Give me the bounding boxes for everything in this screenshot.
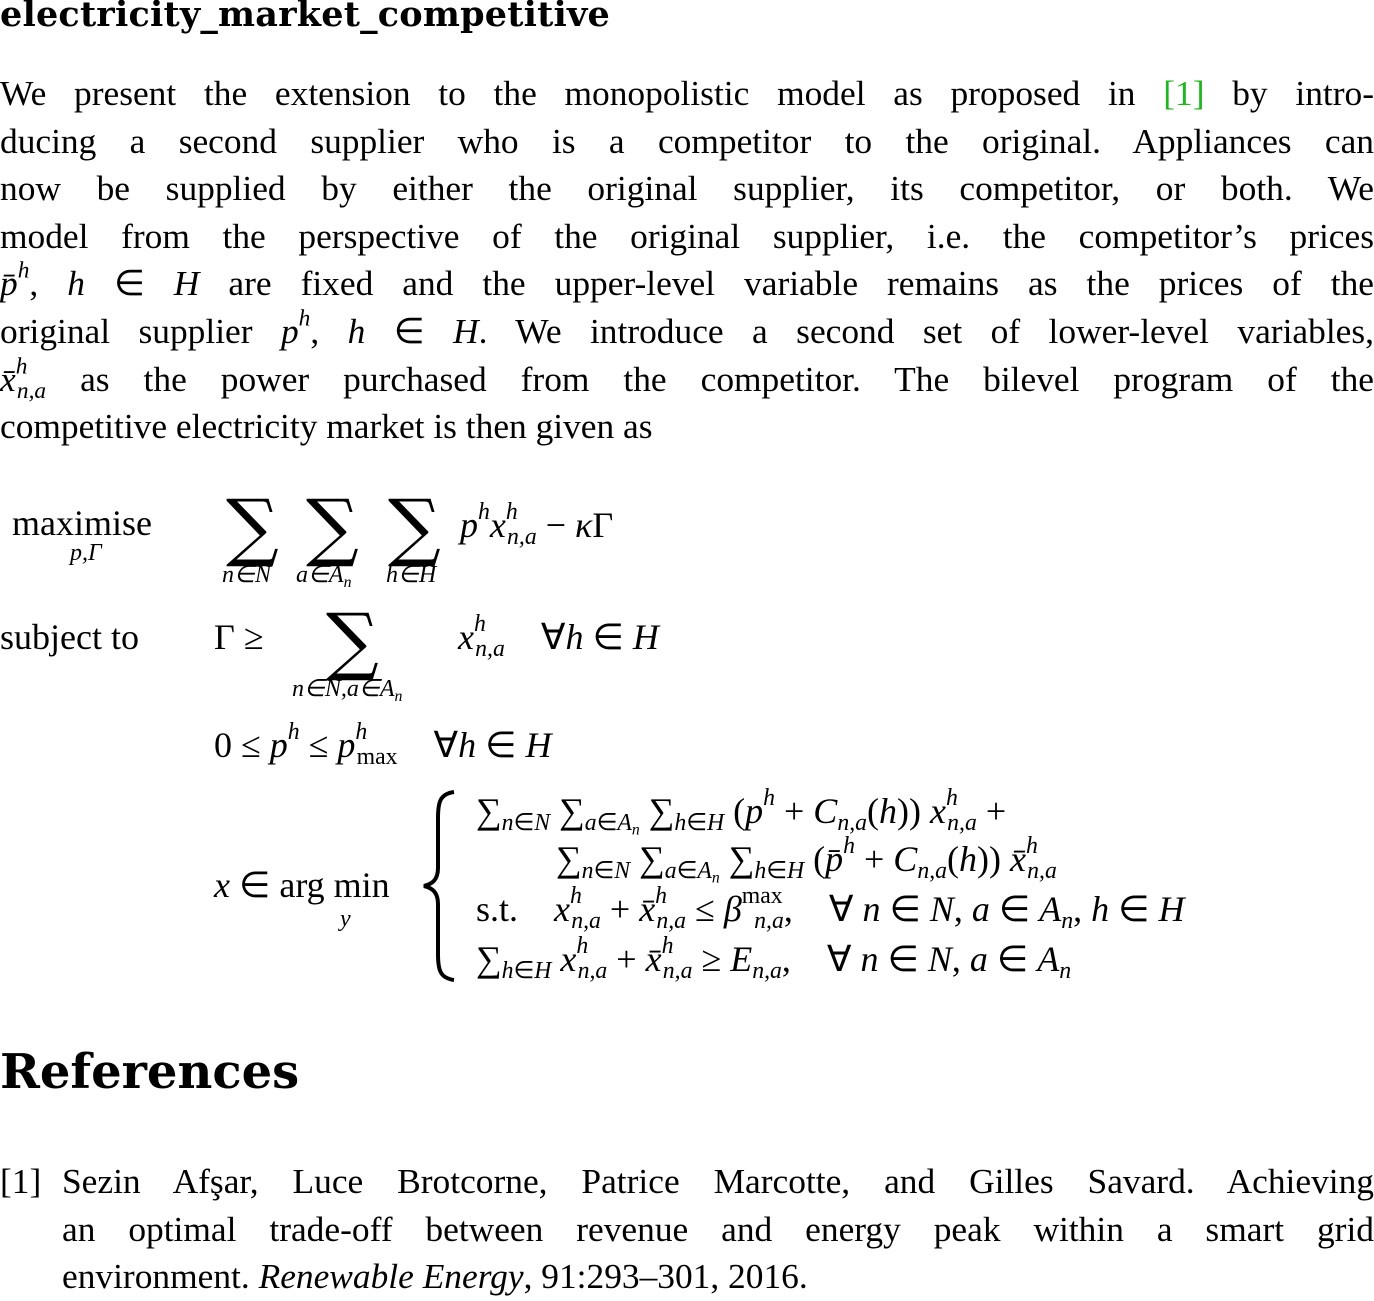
sum-symbol: ∑	[326, 604, 379, 678]
paragraph-line: competitive electricity market is then given as	[0, 403, 1374, 451]
text: We present the extension to the monopolistic model as proposed in	[0, 73, 1163, 113]
paragraph-line: model from the perspective of the original supplier, i.e. the competitor’s prices	[0, 213, 1374, 261]
reference-line	[62, 1253, 1374, 1301]
text: , 91:293–301, 2016.	[524, 1256, 808, 1296]
sum-index: n∈N	[222, 560, 271, 589]
text: are fixed and the upper-level variable remains as the prices of the	[199, 263, 1374, 303]
reference-number: [1]	[0, 1158, 41, 1206]
st-label: s.t.	[476, 889, 518, 929]
argmin-subscript: y	[340, 906, 351, 933]
paragraph-line	[0, 308, 1374, 356]
reference-line: an optimal trade-off between revenue and energy peak within a smart grid	[62, 1206, 1374, 1254]
constraint-price-bounds: $0 \le p^h \le p^h_{max}$ ∀h ∈ H	[214, 724, 551, 766]
left-brace	[420, 788, 460, 984]
lower-level-argmin: x ∈ arg min	[214, 864, 390, 906]
lower-constraint-energy: $\sum_{h\in H}$ $x^h_{n,a}$ + x̄$^h_{n,a}$ ≥ $E_{n,a}$, ∀ n ∈ N, a ∈ $A_n$	[476, 938, 1071, 980]
objective-expression: $p^hx^h_{n,a} - \kappa\Gamma$	[460, 504, 613, 546]
lower-constraint-capacity: s.t. $x^h_{n,a}$ + x̄$^h_{n,a}$ ≤ $\beta^{max}_{n,a}$, ∀ n ∈ N, a ∈ $A_n$, h ∈ H	[476, 888, 1184, 930]
intro-paragraph	[0, 70, 1374, 451]
section-title: electricity_market_competitive	[0, 0, 610, 35]
text: original supplier	[0, 311, 281, 351]
paragraph-line	[0, 260, 1374, 308]
constraint-gamma-rhs: $x^h_{n,a}$ ∀h ∈ H	[458, 616, 659, 658]
text: as the power purchased from the competitor. The bilevel program of the	[46, 359, 1374, 399]
constraint-gamma: Γ ≥	[214, 616, 264, 658]
paragraph-line: now be supplied by either the original supplier, its competitor, or both. We	[0, 165, 1374, 213]
journal-name: Renewable Energy	[259, 1256, 524, 1296]
sum-symbol: ∑	[388, 490, 441, 564]
paragraph-line	[0, 356, 1374, 404]
math-inline: x̄$^h_{n,a}$	[0, 359, 46, 399]
maximise-subscript: p,Γ	[70, 540, 102, 567]
paragraph-line: ducing a second supplier who is a competitor to the original. Appliances can	[0, 118, 1374, 166]
reference-body	[62, 1158, 1374, 1301]
math-inline: $p^h$, h ∈ H	[281, 311, 479, 351]
citation-link[interactable]: [1]	[1163, 73, 1204, 113]
sum-symbol: ∑	[226, 490, 279, 564]
sum-index: $a\in A_n$	[296, 560, 352, 589]
sum-index: h∈H	[386, 560, 436, 589]
paragraph-line	[0, 70, 1374, 118]
text: by intro-	[1205, 73, 1374, 113]
sum-symbol: ∑	[306, 490, 359, 564]
argmin-operator: arg min	[279, 865, 389, 905]
maximise-label: maximise	[12, 502, 152, 544]
lower-objective-line2: $\sum_{n\in N}$ $\sum_{a\in A_n}$ $\sum_{h\in H}$ (p̄$^h$ + $C_{n,a}(h)$) x̄$^h_{n,a}$	[556, 838, 1057, 880]
subject-to-label: subject to	[0, 616, 139, 658]
text: environment.	[62, 1256, 259, 1296]
text: . We introduce a second set of lower-level variables,	[479, 311, 1374, 351]
math-inline: p̄$^h$, h ∈ H	[0, 263, 199, 303]
lower-objective-line1: $\sum_{n\in N}$ $\sum_{a\in A_n}$ $\sum_{h\in H}$ $(p^h + C_{n,a}(h)) x^h_{n,a}$ +	[476, 790, 1006, 832]
reference-line: Sezin Afşar, Luce Brotcorne, Patrice Marcotte, and Gilles Savard. Achieving	[62, 1158, 1374, 1206]
references-heading: References	[0, 1044, 299, 1100]
sum-index: $n\in N,a\in A_n$	[292, 674, 402, 703]
